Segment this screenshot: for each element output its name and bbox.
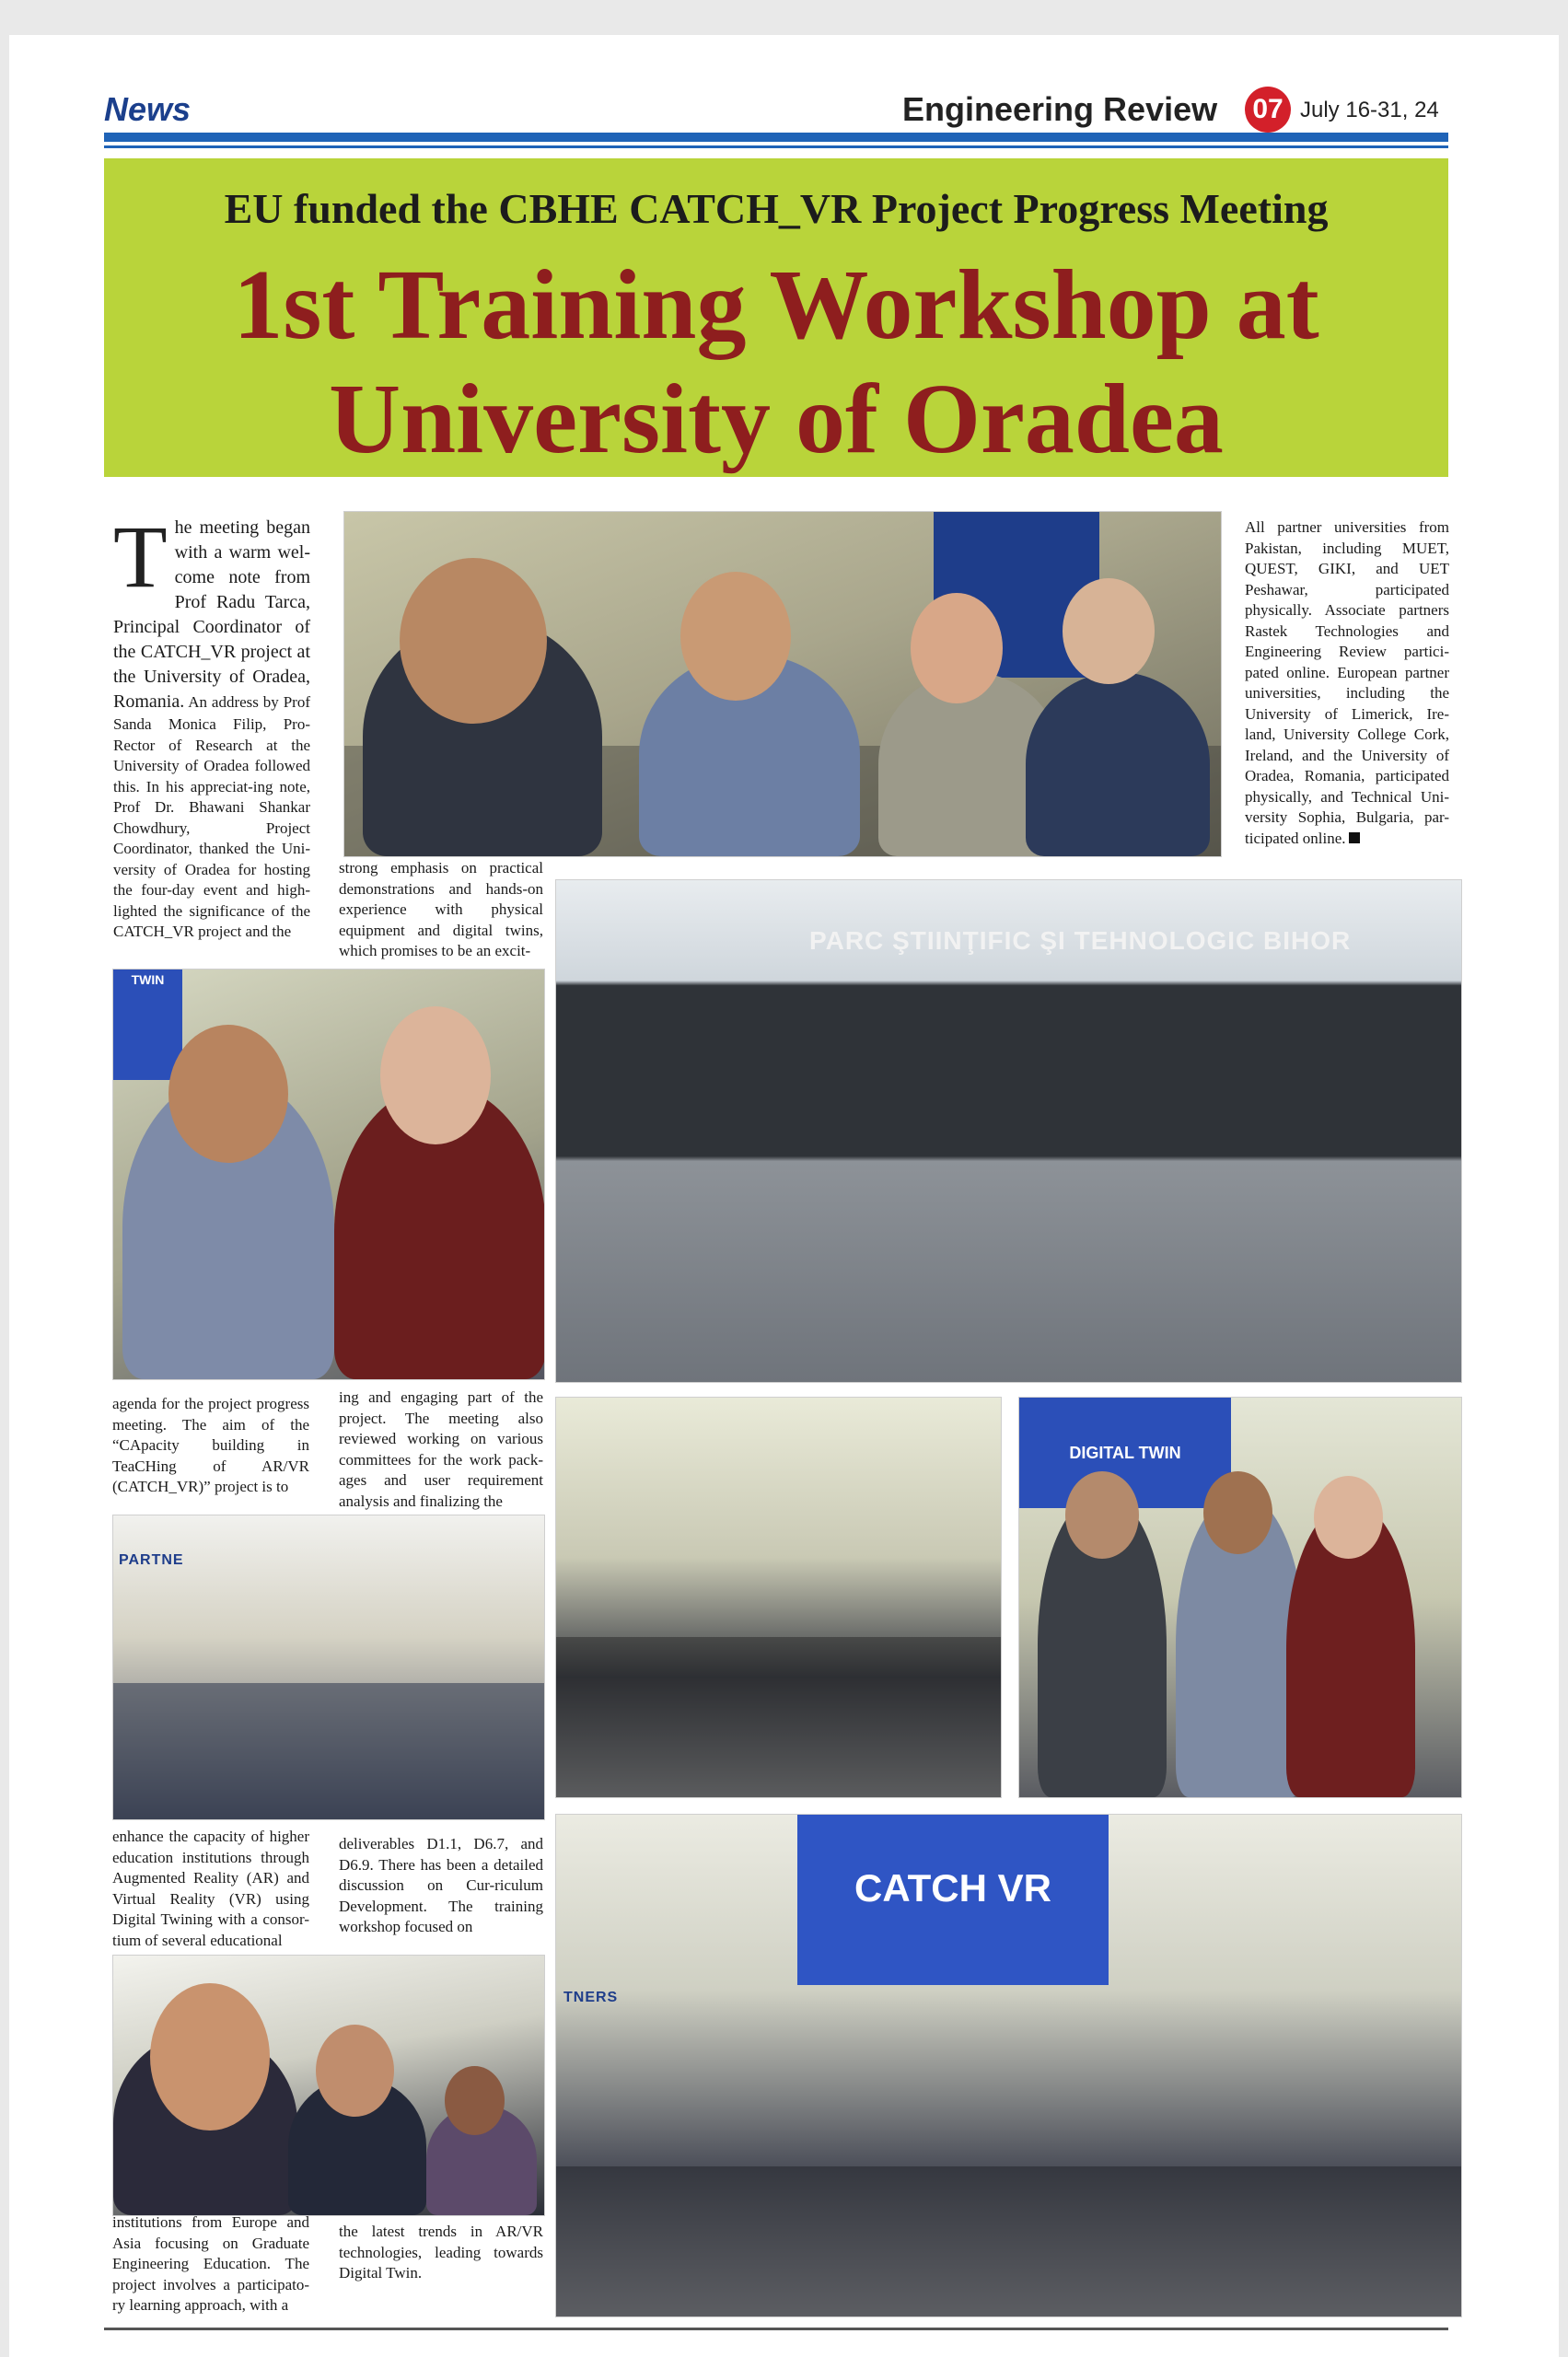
photo-seated-delegates — [555, 1397, 1002, 1798]
photo-panel-meeting — [343, 511, 1222, 857]
headline-line-1: 1st Training Workshop at — [233, 250, 1319, 360]
article-col2-d: the latest trends in AR/VR technologies, leading towards Digital Twin. — [339, 2223, 543, 2282]
digital-twin-screen: DIGITAL TWIN — [1019, 1398, 1231, 1508]
end-mark — [1349, 832, 1360, 843]
twin-screen: TWIN — [113, 970, 182, 1080]
banner-headline — [104, 249, 1448, 477]
page-number-badge: 07 — [1245, 87, 1291, 133]
photo-shawl-presentation — [1018, 1397, 1462, 1798]
article-col1-b: agenda for the project progress meeting. The aim of the “CApacity building in TeaCHing of AR/VR (CATCH_VR)” project is to — [112, 1395, 309, 1495]
dropcap: T — [113, 507, 168, 606]
article-col2-b: ing and engaging part of the project. The meeting also reviewed working on various committees for the work pack-ages and user requirement analysis and finalizing the — [339, 1388, 543, 1510]
article-col2-c: deliverables D1.1, D6.7, and D6.9. There has been a detailed discussion on Cur-riculum Development. The training workshop focused on — [339, 1835, 543, 1935]
photo-group-building — [555, 879, 1462, 1383]
footer-rule — [104, 2328, 1448, 2330]
catch-vr-screen: CATCH VR — [797, 1815, 1109, 1985]
headline-banner — [104, 158, 1448, 477]
section-label: News — [104, 90, 192, 128]
headline-line-2: University of Oradea — [329, 365, 1224, 474]
article-intro-small: An address by Prof Sanda Monica Filip, Pro-Rector of Research at the University of Oradea followed this. In his appreciat-ing note, Prof Dr. Bhawani Shankar Chowdhury, Project Coordinator, thanked the Uni-versity of Oradea for hosting the four-day event and high-lighted the significance of the CATCH_VR project and the — [113, 693, 310, 940]
partners-label: PARTNE — [119, 1552, 184, 1568]
article-col1-d: institutions from Europe and Asia focusing on Graduate Engineering Education. The project involves a participato-ry learning approach, with a — [112, 2213, 309, 2314]
building-sign: PARC ŞTIINŢIFIC ŞI TEHNOLOGIC BIHOR — [809, 926, 1352, 955]
article-col3-text: All partner universities from Pakistan, including MUET, QUEST, GIKI, and UET Peshawar, participated physically. Associate partners Rastek Technologies and Engineering Review partici-pated online. European partner universities, including the University of Limerick, Ire-land, University College Cork, Ireland, and the University of Oradea, Romania, participated physically, and Technical Uni-versity Sophia, Bulgaria, par-ticipated online. — [1245, 518, 1449, 847]
article-col3 — [1245, 517, 1449, 849]
partners-label-2: TNERS — [563, 1990, 619, 2005]
photo-catch-vr-group — [555, 1814, 1462, 2317]
article-col1-c: enhance the capacity of higher education institutions through Augmented Reality (AR) and Virtual Reality (VR) using Digital Twining with a consor-tium of several educational — [112, 1828, 309, 1949]
header-rule-thin — [104, 145, 1448, 148]
photo-handshake — [112, 969, 545, 1380]
photo-partners-group — [112, 1515, 545, 1820]
photo-selfie — [112, 1955, 545, 2216]
article-col2-a: strong emphasis on practical demonstrations and hands-on experience with physical equipment and digital twins, which promises to be an excit- — [339, 859, 543, 959]
publication-title: Engineering Review — [902, 90, 1218, 128]
article-intro-large: he meeting began with a warm wel-come note from Prof Radu Tarca, Principal Coordinator of the CATCH_VR project at the University of Oradea, Romania. — [113, 517, 310, 712]
header-rule — [104, 133, 1448, 142]
banner-subtitle: EU funded the CBHE CATCH_VR Project Progress Meeting — [224, 185, 1329, 232]
issue-date: July 16-31, 24 — [1300, 98, 1439, 122]
article-col1-intro — [113, 507, 310, 943]
